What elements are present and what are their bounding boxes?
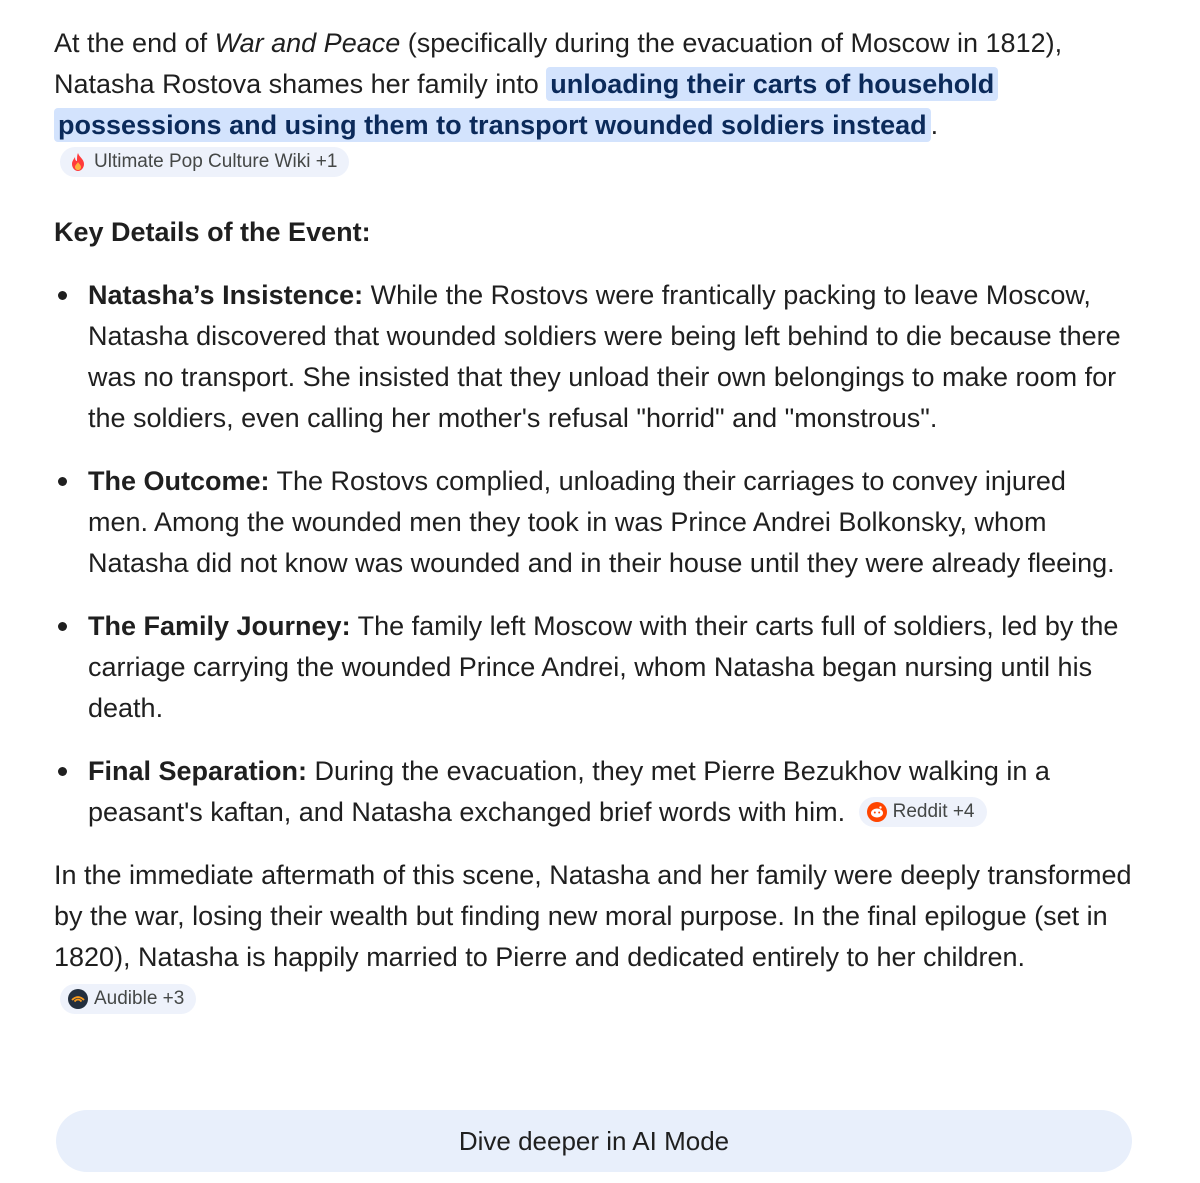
source-chip-label: Audible +3 [94,988,185,1009]
detail-term: Final Separation: [88,756,308,786]
source-chip-wiki[interactable] [60,147,349,177]
list-item [54,275,1128,439]
source-chip-label: Reddit +4 [892,801,975,822]
detail-text: During the evacuation, they met Pierre Bezukhov walking in a peasant's kaftan, and Natasha exchanged brief words with him. [88,756,1050,827]
details-list [54,275,1160,833]
detail-term: The Outcome: [88,466,270,496]
list-item [54,751,1128,833]
intro-period: . [930,110,939,140]
detail-term: Natasha’s Insistence: [88,280,364,310]
book-title: War and Peace [214,28,401,58]
audible-icon [68,989,88,1009]
list-item [54,606,1128,729]
detail-text: While the Rostovs were frantically packing to leave Moscow, Natasha discovered that wounded soldiers were being left behind to die because there was no transport. She insisted that they unload their own belongings to make room for the soldiers, even calling her mother's refusal "horrid" and "monstrous". [88,280,1121,433]
section-heading: Key Details of the Event: [54,217,371,247]
intro-text-before: At the end of [54,28,215,58]
detail-text: The Rostovs complied, unloading their carriages to convey injured men. Among the wounded men they took in was Prince Andrei Bolkonsky, whom Natasha did not know was wounded and in their house until they were already fleeing. [88,466,1115,578]
detail-text: The family left Moscow with their carts full of soldiers, led by the carriage carrying the wounded Prince Andrei, whom Natasha began nursing until his death. [88,611,1119,723]
detail-term: The Family Journey: [88,611,351,641]
outro-paragraph [54,855,1144,1019]
fire-icon [68,152,88,172]
dive-deeper-button[interactable]: Dive deeper in AI Mode [56,1110,1132,1172]
reddit-icon [867,802,887,822]
source-chip-reddit[interactable] [859,797,987,827]
list-item [54,461,1128,584]
intro-text-after: (specifically during the evacuation of Moscow in 1812), Natasha Rostova shames her family into [54,28,1063,99]
source-chip-label: Ultimate Pop Culture Wiki +1 [94,151,338,172]
intro-paragraph [54,23,1134,187]
highlighted-answer[interactable]: unloading their carts of household possessions and using them to transport wounded soldiers instead [54,67,998,142]
outro-text: In the immediate aftermath of this scene, Natasha and her family were deeply transformed by the war, losing their wealth but finding new moral purpose. In the final epilogue (set in 1820), Natasha is happily married to Pierre and dedicated entirely to her children. [54,860,1132,972]
source-chip-audible[interactable] [60,984,196,1014]
